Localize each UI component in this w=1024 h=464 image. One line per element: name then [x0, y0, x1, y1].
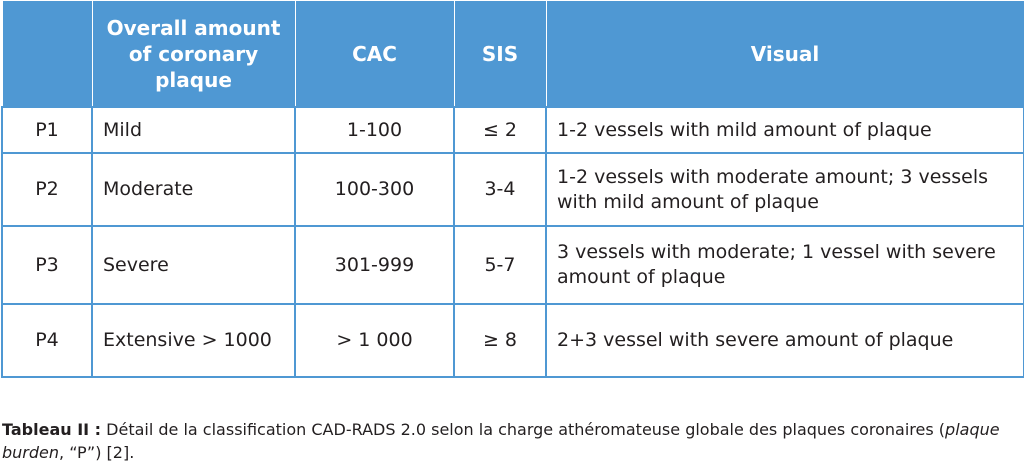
cell-sis: 3-4 [454, 153, 546, 226]
table-row [2, 304, 1024, 377]
cell-cac: 100-300 [295, 153, 454, 226]
caption-text: Détail de la classification CAD-RADS 2.0 selon la charge athéromateuse globale des plaques coronaires ( [101, 420, 946, 439]
cell-visual: 1-2 vessels with mild amount of plaque [546, 107, 1024, 153]
cell-grade: P2 [2, 153, 92, 226]
cell-amount: Severe [92, 226, 295, 304]
header-sis: SIS [454, 1, 546, 108]
cell-visual: 1-2 vessels with moderate amount; 3 vessels with mild amount of plaque [546, 153, 1024, 226]
cell-sis: ≥ 8 [454, 304, 546, 377]
table-row [2, 226, 1024, 304]
header-amount: Overall amount of coronary plaque [92, 1, 295, 108]
cell-grade: P3 [2, 226, 92, 304]
cell-cac: > 1 000 [295, 304, 454, 377]
header-visual: Visual [546, 1, 1024, 108]
cell-cac: 1-100 [295, 107, 454, 153]
header-cac: CAC [295, 1, 454, 108]
caption-italic-term: plaque burden [2, 420, 1000, 462]
cad-rads-plaque-table [1, 0, 1024, 378]
header-grade [2, 1, 92, 108]
cell-sis: ≤ 2 [454, 107, 546, 153]
cell-amount: Mild [92, 107, 295, 153]
table-caption [2, 418, 1022, 464]
caption-label: Tableau II : [2, 420, 102, 439]
cell-visual: 2+3 vessel with severe amount of plaque [546, 304, 1024, 377]
cell-amount: Extensive > 1000 [92, 304, 295, 377]
cell-amount: Moderate [92, 153, 295, 226]
cell-sis: 5-7 [454, 226, 546, 304]
caption-text-end: , “P”) [2]. [59, 443, 135, 462]
cell-grade: P1 [2, 107, 92, 153]
cell-grade: P4 [2, 304, 92, 377]
table-row [2, 107, 1024, 153]
cell-visual: 3 vessels with moderate; 1 vessel with severe amount of plaque [546, 226, 1024, 304]
cell-cac: 301-999 [295, 226, 454, 304]
header-row [2, 1, 1024, 108]
table-row [2, 153, 1024, 226]
